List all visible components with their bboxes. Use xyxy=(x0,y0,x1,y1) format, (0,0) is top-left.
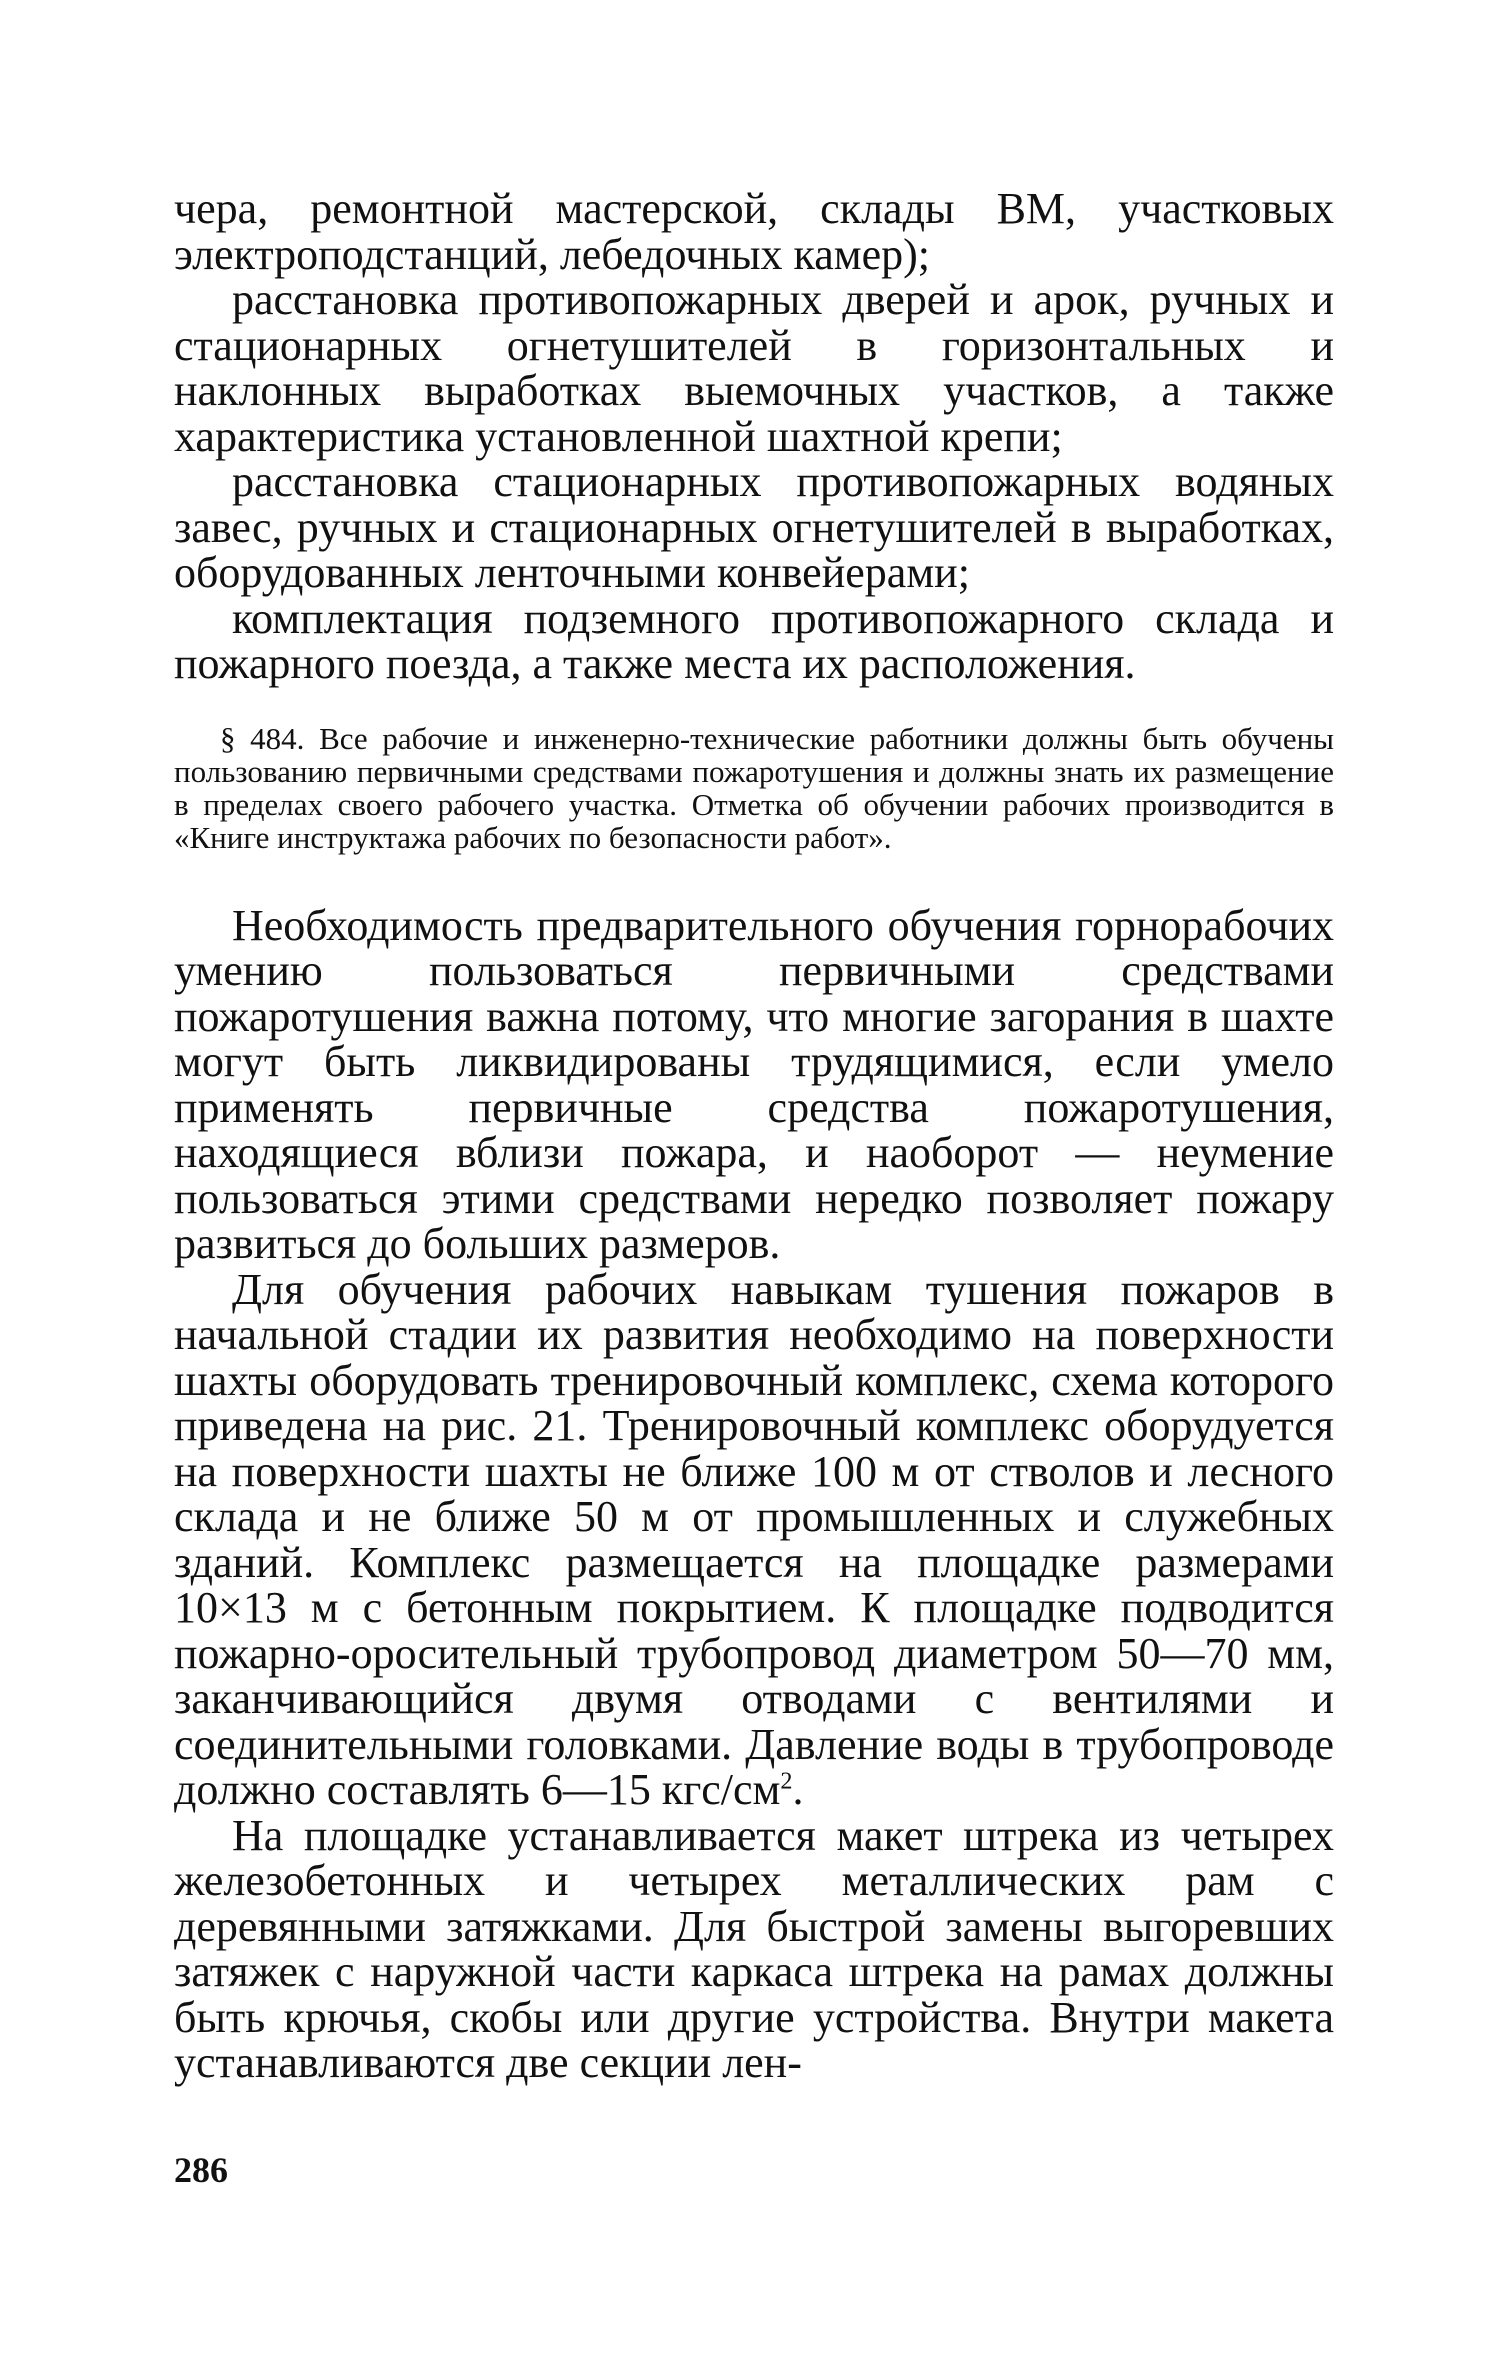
rules-continuation xyxy=(174,186,1334,687)
section-484 xyxy=(174,722,1334,854)
commentary-paragraph-training-complex xyxy=(174,1264,1334,1814)
paragraph-water-curtains: расстановка стационарных противопожарных водяных завес, ручных и стационарных огнетушителей в выработках, оборудованных ленточными конвейерами; xyxy=(174,457,1334,597)
commentary-paragraph-training-need: Необходимость предварительного обучения горнорабочих умению пользоваться первичными средствами пожаротушения важна потому, что многие загорания в шахте могут быть ликвидированы трудящимися, если умело применять первичные средства пожаротушения, находящиеся вблизи пожара, и наоборот — неумение пользоваться этими средствами нередко позволяет пожару развиться до больших размеров. xyxy=(174,900,1334,1268)
page-number: 286 xyxy=(174,2150,228,2190)
paragraph-workshop-list: чера, ремонтной мастерской, склады ВМ, участковых электроподстанций, лебедочных камер); xyxy=(174,184,1334,279)
training-complex-text: Для обучения рабочих навыкам тушения пожаров в начальной стадии их развития необходимо на поверхности шахты оборудовать тренировочный комплекс, схема которого приведена на рис. 21. Тренировочный комплекс оборудуется на поверхности шахты не ближе 100 м от стволов и лесного склада и не ближе 50 м от промышленных и служебных зданий. Комплекс размещается на площадке размерами 10×13 м с бетонным покрытием. К площадке подводится пожарно-оросительный трубопровод диаметром 50—70 мм, заканчивающийся двумя отводами с вентилями и соединительными головками. Давление воды в трубопроводе должно составлять 6—15 кгс/см xyxy=(174,1264,1334,1814)
pressure-unit-superscript: 2 xyxy=(780,1767,793,1795)
training-complex-ending: . xyxy=(792,1765,804,1814)
paragraph-fire-warehouse: комплектация подземного противопожарного склада и пожарного поезда, а также места их расположения. xyxy=(174,593,1334,688)
section-484-text: § 484. Все рабочие и инженерно-технические работники должны быть обучены пользованию первичными средствами пожаротушения и должны знать их размещение в пределах своего рабочего участка. Отметка об обучении рабочих производится в «Книге инструктажа рабочих по безопасности работ». xyxy=(174,720,1334,855)
commentary-paragraph-drift-model: На площадке устанавливается макет штрека из четырех железобетонных и четырех металлических рам с деревянными затяжками. Для быстрой замены выгоревших затяжек с наружной части каркаса штрека на рамах должны быть крючья, скобы или другие устройства. Внутри макета устанавливаются две секции лен- xyxy=(174,1810,1334,2087)
paragraph-fire-doors: расстановка противопожарных дверей и арок, ручных и стационарных огнетушителей в горизонтальных и наклонных выработках выемочных участков, а также характеристика установленной шахтной крепи; xyxy=(174,275,1334,461)
page-text-column xyxy=(174,186,1334,2086)
commentary-block xyxy=(174,900,1334,2087)
